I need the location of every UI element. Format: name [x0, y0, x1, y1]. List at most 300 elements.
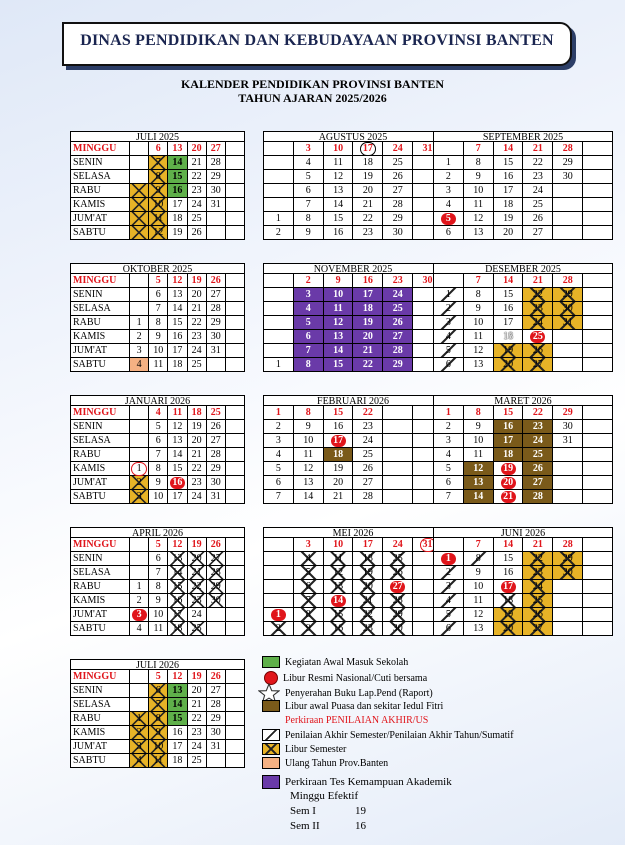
day-number: 6: [155, 553, 161, 564]
week-column: [130, 538, 149, 635]
day-cell: [294, 184, 323, 198]
day-cell: [523, 420, 552, 434]
day-cell: [434, 142, 463, 156]
day-number: 20: [362, 331, 373, 342]
day-number: 1: [445, 157, 451, 168]
day-number: 7: [305, 595, 311, 606]
day-number: 7: [475, 143, 481, 154]
day-cell: [324, 184, 353, 198]
day-number: 24: [191, 491, 202, 502]
day-number: 29: [210, 463, 221, 474]
week-column: [494, 142, 524, 239]
empty-cell: [226, 448, 244, 462]
day-cell: [383, 226, 412, 239]
day-cell: [324, 142, 353, 156]
day-number: 6: [445, 477, 451, 488]
day-number: 10: [333, 539, 344, 550]
day-number: 7: [475, 275, 481, 286]
day-cell: [324, 274, 353, 288]
day-number: 28: [392, 595, 403, 606]
week-column: [553, 406, 583, 503]
day-cell: [168, 420, 186, 434]
empty-cell: [583, 580, 612, 594]
day-number: 4: [136, 359, 142, 370]
day-number: 19: [362, 317, 373, 328]
day-cell: [188, 358, 206, 371]
day-cell: [294, 462, 323, 476]
day-number: 30: [210, 185, 221, 196]
day-cell: [464, 358, 493, 371]
day-number: 14: [172, 449, 183, 460]
day-number: 25: [530, 331, 545, 343]
day-name: RABU: [71, 316, 129, 330]
day-number: 27: [390, 581, 405, 593]
day-number: 19: [503, 345, 514, 356]
day-name: SENIN: [71, 288, 129, 302]
day-number: 10: [153, 609, 164, 620]
day-cell: [207, 448, 225, 462]
day-number: 22: [532, 289, 543, 300]
month-calendar: [70, 395, 245, 504]
legend-label: Penyerahan Buku Lap.Pend (Raport): [285, 687, 433, 699]
day-number: 20: [503, 359, 514, 370]
day-cell: [188, 344, 206, 358]
day-cell: [168, 212, 186, 226]
month-calendar: [433, 263, 613, 372]
day-number: 28: [210, 157, 221, 168]
day-number: 20: [362, 581, 373, 592]
day-cell: [494, 622, 523, 635]
day-number: 14: [503, 539, 514, 550]
day-name: SABTU: [73, 491, 106, 502]
day-cell: [168, 712, 186, 726]
month-calendar: [433, 131, 613, 240]
day-cell: [523, 156, 552, 170]
day-number: 23: [532, 421, 543, 432]
day-cell: [264, 170, 293, 184]
day-number: 22: [532, 157, 543, 168]
day-number: 20: [191, 143, 202, 154]
legend-item-olive: [262, 700, 443, 712]
day-number: 9: [155, 727, 161, 738]
day-cell: [130, 740, 148, 754]
day-number: 15: [333, 213, 344, 224]
day-number: 6: [305, 185, 311, 196]
day-cell: [149, 198, 167, 212]
day-name: JUM'AT: [71, 344, 129, 358]
day-cell: [324, 406, 353, 420]
day-cell: [494, 462, 523, 476]
day-number: 27: [532, 477, 543, 488]
day-number: 12: [473, 345, 484, 356]
day-cell: [434, 170, 463, 184]
day-number: 27: [532, 227, 543, 238]
week-column: [226, 406, 244, 503]
green-swatch-icon: [262, 656, 280, 668]
day-cell: [130, 476, 148, 490]
day-number: 26: [532, 213, 543, 224]
day-cell: [264, 198, 293, 212]
day-number: 23: [532, 171, 543, 182]
day-number: 28: [392, 199, 403, 210]
day-cell: [494, 434, 523, 448]
day-cell: [383, 566, 412, 580]
day-number: 10: [153, 741, 164, 752]
day-cell: [130, 566, 148, 580]
empty-cell: [583, 476, 612, 490]
day-number: 26: [210, 275, 221, 286]
day-cell: [168, 684, 186, 698]
day-number: 6: [275, 477, 281, 488]
day-cell: [434, 330, 463, 344]
empty-cell: [226, 330, 244, 344]
day-cell: [149, 594, 167, 608]
day-cell: [494, 184, 523, 198]
day-cell: [207, 670, 225, 684]
day-number: 21: [532, 143, 543, 154]
day-cell: [553, 462, 582, 476]
day-number: 15: [333, 359, 344, 370]
day-number: 29: [210, 581, 221, 592]
day-number: 3: [305, 289, 311, 300]
day-cell: [553, 420, 582, 434]
day-number: 24: [532, 185, 543, 196]
day-cell: [353, 358, 382, 371]
day-cell: [188, 170, 206, 184]
day-number: 26: [532, 345, 543, 356]
day-cell: [494, 406, 523, 420]
empty-cell: [383, 476, 412, 490]
week-column: [294, 406, 324, 503]
day-number: 20: [191, 685, 202, 696]
day-cell: [553, 608, 582, 622]
day-cell: [207, 226, 225, 239]
day-number: 25: [362, 449, 373, 460]
day-number: 24: [191, 741, 202, 752]
day-cell: [553, 316, 582, 330]
day-number: 28: [362, 491, 373, 502]
day-number: 26: [362, 463, 373, 474]
day-cell: [494, 552, 523, 566]
day-cell: [188, 302, 206, 316]
day-cell: [130, 184, 148, 198]
day-cell: [434, 538, 463, 552]
day-number: 4: [445, 595, 451, 606]
day-cell: [188, 670, 206, 684]
day-cell: [523, 330, 552, 344]
day-number: 12: [333, 317, 344, 328]
legend-label: Ulang Tahun Prov.Banten: [285, 757, 389, 769]
day-cell: [464, 156, 493, 170]
week-column: [149, 670, 168, 767]
day-number: 23: [191, 185, 202, 196]
day-cell: [464, 330, 493, 344]
day-cell: [464, 406, 493, 420]
day-cell: [168, 184, 186, 198]
day-cell: [188, 226, 206, 239]
day-cell: [383, 608, 412, 622]
day-cell: [294, 288, 323, 302]
legend-item-slash: [262, 729, 514, 741]
day-number: 5: [155, 275, 161, 286]
day-cell: [188, 684, 206, 698]
empty-cell: [226, 490, 244, 503]
day-number: 22: [191, 581, 202, 592]
day-cell: [353, 594, 382, 608]
day-number: 19: [362, 171, 373, 182]
empty-cell: [383, 490, 412, 503]
day-number: 11: [333, 157, 343, 168]
day-number: 21: [191, 303, 202, 314]
day-number: 25: [392, 157, 403, 168]
day-number: 10: [473, 185, 484, 196]
day-number: 17: [172, 609, 183, 620]
day-cell: [168, 490, 186, 503]
day-cell: [464, 184, 493, 198]
day-cell: [149, 462, 167, 476]
day-cell: [464, 622, 493, 635]
day-cell: [494, 226, 523, 239]
day-name: SENIN: [71, 552, 129, 566]
day-cell: [130, 462, 148, 476]
yellow-cross-swatch-icon: [262, 743, 280, 755]
day-cell: [434, 622, 463, 635]
day-number: 29: [210, 713, 221, 724]
day-number: 23: [392, 275, 403, 286]
month-calendar: [263, 263, 443, 372]
day-number: 2: [445, 567, 451, 578]
day-number: 26: [392, 317, 403, 328]
day-number: 31: [210, 199, 221, 210]
day-cell: [130, 684, 148, 698]
day-number: 14: [333, 345, 344, 356]
day-number: 5: [441, 213, 456, 225]
day-number: 17: [501, 581, 516, 593]
day-cell: [168, 344, 186, 358]
day-cell: [464, 490, 493, 503]
day-cell: [207, 142, 225, 156]
day-cell: [294, 490, 323, 503]
empty-cell: [226, 698, 244, 712]
week-column: [168, 142, 187, 239]
empty-cell: [226, 566, 244, 580]
empty-cell: [583, 330, 612, 344]
day-cell: [168, 754, 186, 767]
day-cell: [130, 302, 148, 316]
day-number: 19: [191, 275, 202, 286]
week-column: [464, 142, 494, 239]
day-number: 17: [503, 185, 514, 196]
day-cell: [434, 462, 463, 476]
day-cell: [523, 170, 552, 184]
day-cell: [207, 156, 225, 170]
day-cell: [264, 184, 293, 198]
day-number: 27: [532, 623, 543, 634]
day-number: 6: [155, 289, 161, 300]
day-cell: [353, 288, 382, 302]
empty-cell: [383, 420, 412, 434]
day-cell: [494, 420, 523, 434]
day-cell: [188, 462, 206, 476]
day-number: 28: [210, 567, 221, 578]
purple-swatch-icon: [262, 775, 280, 789]
day-number: 30: [562, 567, 573, 578]
day-cell: [353, 198, 382, 212]
effective-weeks-title: Minggu Efektif: [290, 790, 359, 802]
empty-cell: [226, 434, 244, 448]
day-cell: [434, 156, 463, 170]
week-column: [353, 274, 383, 371]
day-cell: [494, 358, 523, 371]
day-cell: [149, 420, 167, 434]
day-cell: [207, 740, 225, 754]
day-cell: [523, 302, 552, 316]
day-cell: [464, 226, 493, 239]
day-number: 10: [473, 435, 484, 446]
day-number: 16: [362, 275, 373, 286]
day-number: 12: [303, 463, 314, 474]
day-number: 23: [191, 727, 202, 738]
day-cell: [294, 538, 323, 552]
day-cell: [130, 538, 148, 552]
week-column: [553, 538, 583, 635]
day-cell: [494, 212, 523, 226]
month-calendar: [70, 527, 245, 636]
day-cell: [130, 594, 148, 608]
empty-cell: [583, 198, 612, 212]
day-cell: [294, 594, 323, 608]
empty-cell: [226, 226, 244, 239]
day-cell: [188, 184, 206, 198]
week-column: [207, 670, 226, 767]
day-number: 27: [362, 477, 373, 488]
day-number: 28: [562, 143, 573, 154]
day-number: 3: [445, 185, 451, 196]
day-cell: [494, 566, 523, 580]
day-number: 5: [445, 345, 451, 356]
day-cell: [383, 594, 412, 608]
day-cell: [149, 670, 167, 684]
day-cell: [464, 448, 493, 462]
empty-cell: [226, 156, 244, 170]
day-cell: [434, 566, 463, 580]
day-cell: [149, 552, 167, 566]
day-number: 4: [445, 331, 451, 342]
day-number: 16: [172, 185, 183, 196]
day-number: 9: [335, 275, 341, 286]
day-number: 14: [473, 491, 484, 502]
day-cell: [130, 420, 148, 434]
sem1-label: Sem I: [290, 805, 316, 817]
day-cell: [383, 622, 412, 635]
day-cell: [264, 622, 293, 635]
day-cell: [264, 476, 293, 490]
day-name: JUM'AT: [71, 476, 129, 490]
day-number: 5: [305, 171, 311, 182]
day-cell: [149, 740, 167, 754]
day-cell: [149, 274, 167, 288]
day-cell: [207, 358, 225, 371]
day-number: 1: [271, 609, 286, 621]
day-cell: [353, 170, 382, 184]
day-number: 19: [191, 539, 202, 550]
day-number: 9: [305, 227, 311, 238]
day-cell: [149, 684, 167, 698]
day-number: 13: [172, 685, 183, 696]
day-number: 14: [331, 595, 346, 607]
week-column: [523, 142, 553, 239]
day-number: 28: [532, 491, 543, 502]
week-column: [188, 406, 207, 503]
legend-label: Penilaian Akhir Semester/Penilaian Akhir Tahun/Sumatif: [285, 729, 514, 741]
day-cell: [353, 344, 382, 358]
day-number: 17: [362, 539, 373, 550]
empty-cell: [226, 684, 244, 698]
day-cell: [553, 274, 582, 288]
week-column: [188, 670, 207, 767]
day-cell: [264, 552, 293, 566]
day-cell: [188, 434, 206, 448]
day-number: 12: [172, 671, 183, 682]
day-number: 6: [445, 359, 451, 370]
empty-cell: [226, 302, 244, 316]
day-number: 31: [210, 741, 221, 752]
week-column: [264, 274, 294, 371]
empty-cell: [583, 142, 612, 156]
day-number: 11: [153, 755, 164, 766]
day-cell: [324, 316, 353, 330]
day-cell: [464, 198, 493, 212]
day-number: 10: [153, 491, 164, 502]
day-number: 11: [473, 449, 484, 460]
day-cell: [553, 156, 582, 170]
day-cell: [168, 670, 186, 684]
day-number: 13: [333, 185, 344, 196]
day-cell: [264, 420, 293, 434]
day-number: 21: [362, 345, 373, 356]
day-cell: [149, 566, 167, 580]
day-cell: [523, 358, 552, 371]
week-column: [188, 538, 207, 635]
day-number: 20: [191, 435, 202, 446]
day-cell: [353, 448, 382, 462]
day-cell: [353, 622, 382, 635]
day-cell: [264, 302, 293, 316]
day-number: 31: [562, 317, 573, 328]
day-cell: [464, 580, 493, 594]
week-column: [383, 406, 413, 503]
day-number: 27: [210, 435, 221, 446]
day-number: 14: [333, 199, 344, 210]
empty-cell: [583, 302, 612, 316]
day-number: 25: [392, 553, 403, 564]
day-cell: [294, 608, 323, 622]
day-cell: [149, 608, 167, 622]
week-column: [583, 406, 612, 503]
day-cell: [324, 358, 353, 371]
day-number: 12: [172, 421, 183, 432]
day-cell: [434, 420, 463, 434]
day-cell: [553, 170, 582, 184]
day-number: 26: [210, 421, 221, 432]
day-cell: [264, 142, 293, 156]
day-cell: [188, 448, 206, 462]
week-column: [149, 406, 168, 503]
day-number: 29: [210, 317, 221, 328]
day-cell: [168, 594, 186, 608]
day-number: 7: [305, 199, 311, 210]
day-name: RABU: [71, 580, 129, 594]
